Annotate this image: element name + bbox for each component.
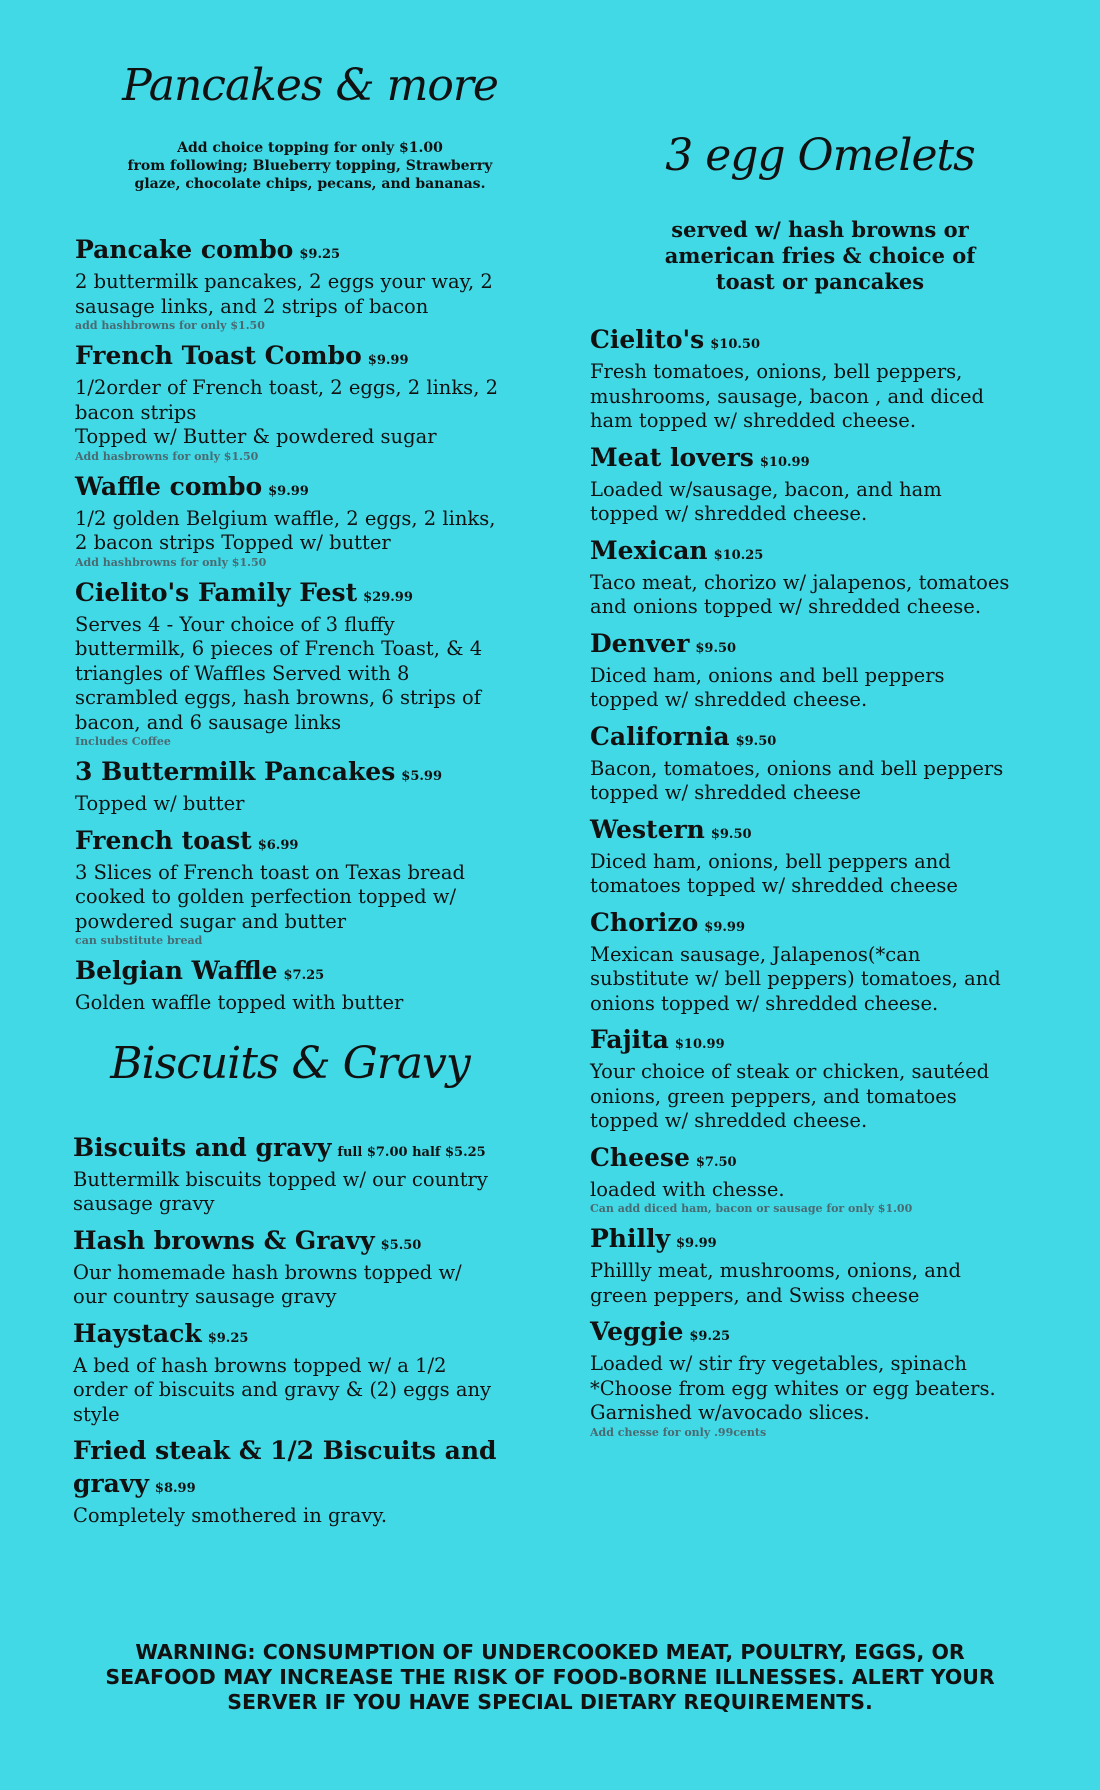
omelets-item-list — [590, 325, 1050, 1439]
menu-item-description: Buttermilk biscuits topped w/ our country sausage gravy — [73, 1167, 488, 1215]
menu-item-name: Cielito's — [590, 325, 705, 354]
menu-item-name: Cielito's Family Fest — [75, 577, 358, 607]
menu-item-price: $9.25 — [689, 1329, 731, 1344]
menu-item-description: 1/2order of French toast, 2 eggs, 2 links, 2 bacon strips Topped w/ Butter & powdered sugar — [75, 376, 498, 448]
menu-item-price: $9.50 — [710, 826, 752, 842]
menu-item-description: Serves 4 - Your choice of 3 fluffy buttermilk, 6 pieces of French Toast, & 4 triangles of Waffles Served with 8 scrambled eggs, hash browns, 6 strips of bacon, and 6 sausage links — [75, 612, 483, 734]
menu-item-name: French Toast Combo — [75, 341, 362, 370]
pancakes-topping-note: Add choice topping for only $1.00 from following; Blueberry topping, Strawberry glaze, chocolate chips, pecans, and bananas. — [127, 140, 493, 192]
menu-item — [73, 1133, 545, 1217]
menu-item-header — [75, 341, 545, 376]
menu-item-name: California — [590, 721, 730, 751]
menu-item-price: $9.50 — [735, 733, 777, 749]
menu-item-description: Your choice of steak or chicken, sautéed onions, green peppers, and tomatoes topped w/ shredded cheese. — [590, 1060, 990, 1132]
menu-item-header — [590, 443, 1050, 478]
menu-item-price: $7.25 — [283, 968, 325, 983]
menu-item-price: $7.50 — [695, 1154, 737, 1170]
menu-item-header — [590, 536, 1050, 571]
menu-item-price: $10.50 — [710, 337, 761, 352]
menu-item-header — [75, 472, 545, 507]
omelets-subtitle: served w/ hash browns or american fries & choice of toast or pancakes — [664, 217, 976, 294]
menu-item-name: 3 Buttermilk Pancakes — [75, 757, 396, 786]
menu-item-note: can substitute bread — [75, 934, 203, 947]
menu-item-header — [590, 908, 1050, 943]
menu-item-price: $9.99 — [268, 483, 309, 499]
menu-item-description: Fresh tomatoes, onions, bell peppers, mushrooms, sausage, bacon , and diced ham topped w/ shredded cheese. — [590, 360, 985, 432]
menu-item-price: $10.99 — [674, 1037, 725, 1052]
menu-item-description: 1/2 golden Belgium waffle, 2 eggs, 2 links, 2 bacon strips Topped w/ butter — [75, 506, 496, 554]
menu-item-description: Our homemade hash browns topped w/ our country sausage gravy — [73, 1260, 462, 1308]
menu-item-note: Includes Coffee — [75, 735, 171, 748]
menu-item-header — [75, 235, 545, 270]
menu-item — [75, 956, 545, 1016]
menu-item-header — [75, 578, 545, 613]
menu-item-header — [75, 956, 545, 991]
menu-item-price: $9.99 — [676, 1236, 717, 1251]
biscuits-section-title: Biscuits & Gravy — [110, 1037, 470, 1089]
menu-item-name: Denver — [590, 628, 690, 658]
menu-item — [590, 443, 1050, 527]
menu-item — [75, 578, 545, 749]
omelets-section-title: 3 egg Omelets — [665, 130, 975, 181]
menu-item-price: $5.50 — [380, 1237, 422, 1253]
menu-item-description: A bed of hash browns topped w/ a 1/2 order of biscuits and gravy & (2) eggs any style — [73, 1353, 492, 1426]
menu-item — [73, 1436, 545, 1529]
menu-item-description: Golden waffle topped with butter — [75, 991, 404, 1014]
menu-item-price: $5.99 — [401, 769, 442, 784]
menu-item — [590, 1143, 1050, 1216]
food-safety-warning: WARNING: CONSUMPTION OF UNDERCOOKED MEAT, POULTRY, EGGS, OR SEAFOOD MAY INCREASE THE RISK OF FOOD-BORNE ILLNESSES. ALERT YOUR SERVER IF YOU HAVE SPECIAL DIETARY REQUIREMENTS. — [105, 1640, 995, 1714]
menu-item-price: $6.99 — [257, 837, 299, 853]
menu-item — [590, 1317, 1050, 1439]
menu-item-header — [590, 1143, 1050, 1178]
menu-item-name: Mexican — [590, 535, 708, 565]
right-column — [590, 130, 1050, 1448]
menu-item-description: Diced ham, onions and bell peppers topped w/ shredded cheese. — [590, 663, 945, 711]
menu-item-price: $9.25 — [207, 1330, 249, 1346]
menu-item-description: 3 Slices of French toast on Texas bread cooked to golden perfection topped w/ powdered sugar and butter — [75, 860, 465, 933]
menu-item — [590, 536, 1050, 620]
menu-item-header — [590, 1025, 1050, 1060]
menu-item — [590, 1025, 1050, 1134]
menu-item-name: Belgian Waffle — [75, 956, 278, 985]
menu-item-description: Loaded w/sausage, bacon, and ham topped w/ shredded cheese. — [590, 477, 942, 525]
menu-item-description: Phillly meat, mushrooms, onions, and green peppers, and Swiss cheese — [590, 1259, 961, 1307]
menu-item-name: Cheese — [590, 1142, 690, 1172]
menu-item-name: French toast — [75, 825, 252, 855]
menu-item — [590, 325, 1050, 434]
menu-item-name: Pancake combo — [75, 235, 294, 264]
menu-item-header — [590, 629, 1050, 664]
menu-item-header — [75, 757, 545, 792]
menu-item — [590, 815, 1050, 899]
menu-item-price: $10.25 — [713, 547, 764, 563]
menu-item-header — [590, 1317, 1050, 1352]
menu-item — [75, 472, 545, 569]
menu-item-name: Fajita — [590, 1025, 669, 1054]
menu-item-header — [590, 722, 1050, 757]
menu-item-header — [590, 325, 1050, 360]
menu-item-description: Taco meat, chorizo w/ jalapenos, tomatoes and onions topped w/ shredded cheese. — [590, 570, 1010, 618]
menu-item-note: Add hashbrowns for only $1.50 — [75, 555, 267, 569]
menu-item-description: Mexican sausage, Jalapenos(*can substitute w/ bell peppers) tomatoes, and onions topped w/ shredded cheese. — [590, 942, 1001, 1015]
menu-item-description: Topped w/ butter — [75, 792, 245, 815]
menu-item-header — [590, 815, 1050, 850]
menu-item-note: add hashbrowns for only $1.50 — [75, 319, 265, 332]
menu-item-header — [73, 1436, 545, 1504]
menu-item — [75, 757, 545, 817]
biscuits-item-list — [73, 1133, 545, 1529]
menu-item-description: Loaded w/ stir fry vegetables, spinach *Choose from egg whites or egg beaters. Garnished w/avocado slices. — [590, 1352, 996, 1424]
menu-item-header — [75, 826, 545, 861]
menu-item-name: Philly — [590, 1224, 670, 1253]
menu-item-note: Can add diced ham, bacon or sausage for only $1.00 — [590, 1202, 913, 1215]
menu-item — [590, 1224, 1050, 1308]
menu-item-price: $9.25 — [299, 247, 341, 262]
pancakes-item-list — [75, 235, 545, 1016]
menu-item — [75, 235, 545, 332]
menu-item-description: Diced ham, onions, bell peppers and tomatoes topped w/ shredded cheese — [590, 849, 958, 897]
menu-item-name: Veggie — [590, 1317, 684, 1346]
menu-item — [590, 629, 1050, 713]
menu-item-name: Hash browns & Gravy — [73, 1225, 375, 1255]
menu-item-name: Fried steak & 1/2 Biscuits and gravy — [73, 1436, 497, 1498]
menu-item-name: Western — [590, 814, 705, 844]
menu-item-header — [73, 1133, 545, 1168]
menu-item-price: $29.99 — [363, 589, 413, 605]
menu-item-header — [590, 1224, 1050, 1259]
menu-item-header — [73, 1226, 545, 1261]
menu-item-price: full $7.00 half $5.25 — [337, 1144, 486, 1160]
menu-item-name: Biscuits and gravy — [73, 1132, 332, 1162]
menu-item-description: Bacon, tomatoes, onions and bell peppers topped w/ shredded cheese — [590, 756, 1004, 804]
menu-item-description: Completely smothered in gravy. — [73, 1504, 388, 1527]
menu-item-name: Waffle combo — [75, 471, 263, 501]
menu-item-note: Add chesse for only .99cents — [590, 1425, 767, 1439]
pancakes-section-title: Pancakes & more — [122, 60, 498, 111]
menu-item — [73, 1226, 545, 1310]
menu-item-note: Add hasbrowns for only $1.50 — [75, 449, 259, 463]
menu-item-name: Haystack — [73, 1318, 202, 1348]
menu-item-header — [73, 1319, 545, 1354]
menu-item-description: 2 buttermilk pancakes, 2 eggs your way, 2 sausage links, and 2 strips of bacon — [75, 270, 493, 318]
menu-item-name: Chorizo — [590, 907, 699, 937]
menu-item-price: $9.50 — [695, 640, 737, 656]
menu-item — [590, 722, 1050, 806]
menu-item-price: $9.99 — [704, 919, 746, 935]
menu-item — [590, 908, 1050, 1017]
left-column — [75, 60, 545, 1538]
menu-item-price: $8.99 — [154, 1481, 196, 1496]
menu-item-price: $9.99 — [367, 353, 409, 368]
menu-item — [75, 341, 545, 463]
menu-item-description: loaded with chesse. — [590, 1177, 785, 1201]
menu-item-price: $10.99 — [759, 454, 810, 470]
menu-item-name: Meat lovers — [590, 442, 754, 472]
menu-item — [75, 826, 545, 948]
menu-item — [73, 1319, 545, 1428]
